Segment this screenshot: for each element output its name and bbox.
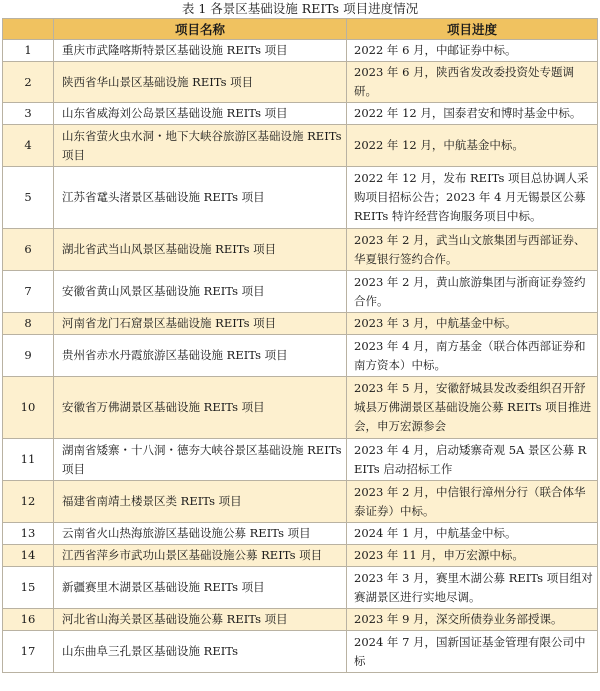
project-progress-cell: 2023 年 6 月，陕西省发改委投资处专题调研。 — [347, 62, 598, 103]
table-row — [3, 40, 598, 62]
project-name-cell: 安徽省黄山风景区基础设施 REITs 项目 — [54, 271, 347, 313]
row-number: 11 — [3, 439, 54, 481]
table-row — [3, 545, 598, 567]
row-number: 10 — [3, 377, 54, 439]
table-row — [3, 62, 598, 103]
row-number: 14 — [3, 545, 54, 567]
row-number: 13 — [3, 523, 54, 545]
table-row — [3, 229, 598, 271]
row-number: 7 — [3, 271, 54, 313]
project-progress-cell: 2023 年 11 月，申万宏源中标。 — [347, 545, 598, 567]
table-row — [3, 609, 598, 631]
project-name-cell: 陕西省华山景区基础设施 REITs 项目 — [54, 62, 347, 103]
table-caption: 表 1 各景区基础设施 REITs 项目进度情况 — [181, 1, 419, 16]
header-project-name: 项目名称 — [54, 19, 347, 40]
project-name-cell: 山东省威海刘公岛景区基础设施 REITs 项目 — [54, 103, 347, 125]
table-row — [3, 567, 598, 609]
table-row — [3, 103, 598, 125]
project-progress-cell: 2023 年 2 月，中信银行漳州分行（联合体华泰证券）中标。 — [347, 481, 598, 523]
header-no — [3, 19, 54, 40]
project-name-cell: 新疆赛里木湖景区基础设施 REITs 项目 — [54, 567, 347, 609]
project-name-cell: 山东省萤火虫水洞・地下大峡谷旅游区基础设施 REITs 项目 — [54, 125, 347, 167]
table-row — [3, 313, 598, 335]
row-number: 9 — [3, 335, 54, 377]
project-progress-cell: 2023 年 3 月，中航基金中标。 — [347, 313, 598, 335]
project-name-cell: 湖北省武当山风景区基础设施 REITs 项目 — [54, 229, 347, 271]
table-row — [3, 167, 598, 229]
project-progress-cell: 2023 年 3 月，赛里木湖公募 REITs 项目组对赛湖景区进行实地尽调。 — [347, 567, 598, 609]
project-progress-cell: 2023 年 4 月，南方基金（联合体西部证券和南方资本）中标。 — [347, 335, 598, 377]
project-progress-cell: 2024 年 1 月，中航基金中标。 — [347, 523, 598, 545]
row-number: 8 — [3, 313, 54, 335]
table-row — [3, 335, 598, 377]
project-progress-cell: 2022 年 12 月，中航基金中标。 — [347, 125, 598, 167]
project-progress-cell: 2023 年 5 月，安徽舒城县发改委组织召开舒城县万佛湖景区基础设施公募 REITs 项目推进会，申万宏源参会 — [347, 377, 598, 439]
project-name-cell: 山东曲阜三孔景区基础设施 REITs — [54, 631, 347, 673]
project-name-cell: 安徽省万佛湖景区基础设施 REITs 项目 — [54, 377, 347, 439]
row-number: 16 — [3, 609, 54, 631]
row-number: 4 — [3, 125, 54, 167]
table-row — [3, 481, 598, 523]
row-number: 5 — [3, 167, 54, 229]
header-row — [3, 19, 598, 40]
table-row — [3, 439, 598, 481]
row-number: 15 — [3, 567, 54, 609]
project-name-cell: 贵州省赤水丹霞旅游区基础设施 REITs 项目 — [54, 335, 347, 377]
project-progress-cell: 2022 年 12 月，发布 REITs 项目总协调人采购项目招标公告；2023 年 4 月无锡景区公募 REITs 特许经营咨询服务项目中标。 — [347, 167, 598, 229]
project-name-cell: 河南省龙门石窟景区基础设施 REITs 项目 — [54, 313, 347, 335]
row-number: 3 — [3, 103, 54, 125]
table-row — [3, 631, 598, 673]
project-progress-cell: 2023 年 9 月，深交所债券业务部授课。 — [347, 609, 598, 631]
project-name-cell: 江苏省鼋头渚景区基础设施 REITs 项目 — [54, 167, 347, 229]
header-project-progress: 项目进度 — [347, 19, 598, 40]
table-row — [3, 523, 598, 545]
table-row — [3, 125, 598, 167]
row-number: 6 — [3, 229, 54, 271]
project-progress-cell: 2023 年 2 月，黄山旅游集团与浙商证券签约合作。 — [347, 271, 598, 313]
row-number: 1 — [3, 40, 54, 62]
project-progress-cell: 2024 年 7 月，国新国证基金管理有限公司中标 — [347, 631, 598, 673]
row-number: 2 — [3, 62, 54, 103]
row-number: 12 — [3, 481, 54, 523]
project-progress-cell: 2022 年 6 月，中邮证券中标。 — [347, 40, 598, 62]
row-number: 17 — [3, 631, 54, 673]
project-progress-cell: 2022 年 12 月，国泰君安和博时基金中标。 — [347, 103, 598, 125]
reits-progress-table — [2, 18, 598, 673]
project-name-cell: 河北省山海关景区基础设施公募 REITs 项目 — [54, 609, 347, 631]
project-name-cell: 江西省萍乡市武功山景区基础设施公募 REITs 项目 — [54, 545, 347, 567]
project-name-cell: 重庆市武隆喀斯特景区基础设施 REITs 项目 — [54, 40, 347, 62]
project-name-cell: 福建省南靖土楼景区类 REITs 项目 — [54, 481, 347, 523]
project-name-cell: 湖南省矮寨・十八洞・德夯大峡谷景区基础设施 REITs 项目 — [54, 439, 347, 481]
project-name-cell: 云南省火山热海旅游区基础设施公募 REITs 项目 — [54, 523, 347, 545]
project-progress-cell: 2023 年 4 月，启动矮寨奇观 5A 景区公募 REITs 启动招标工作 — [347, 439, 598, 481]
table-row — [3, 377, 598, 439]
table-row — [3, 271, 598, 313]
project-progress-cell: 2023 年 2 月，武当山文旅集团与西部证券、华夏银行签约合作。 — [347, 229, 598, 271]
